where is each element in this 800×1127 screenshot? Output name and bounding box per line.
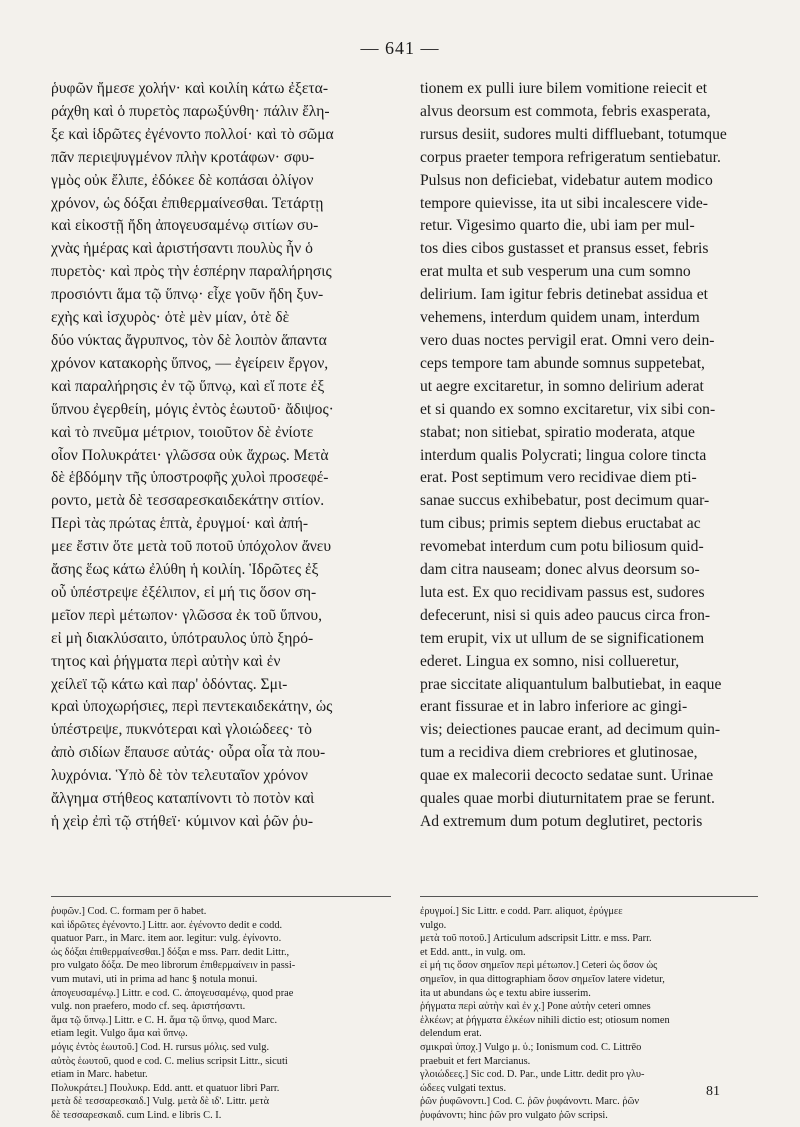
footnote-line: δὲ τεσσαρεσκαιδ. cum Lind. e libris C. I. — [51, 1109, 222, 1121]
footnote-line: ita ut abundans ὡς e textu abire iusserim. — [420, 987, 591, 999]
greek-line: ροντο, μετὰ δὲ τεσσαρεσκαιδεκάτην σιτίον. — [51, 492, 325, 510]
latin-line: retur. Vigesimo quarto die, ubi iam per mul- — [420, 217, 695, 235]
greek-line: χρόνον, ὡς δόξαι ἐπιθερμαίνεσθαι. Τετάρτῃ — [51, 194, 324, 212]
greek-line: ράχθη καὶ ὁ πυρετὸς παρωξύνθη· πάλιν ἔλη- — [51, 102, 330, 120]
greek-line: ἄλγημα στήθεος καταπίνοντι τὸ ποτὸν καὶ — [51, 790, 315, 808]
latin-line: tum cibus; primis septem diebus eructabat ac — [420, 515, 701, 533]
footnote-line: vulgo. — [420, 919, 447, 931]
latin-line: ut aegre excitaretur, in somno delirium aderat — [420, 377, 704, 395]
latin-line: erat multa et sub vesperum una cum somno — [420, 263, 691, 281]
latin-line: vero duas noctes pervigil erat. Omni vero dein- — [420, 331, 715, 349]
page-number: — 641 — — [360, 38, 440, 58]
footnote-line: ἑλκέων; at ῥήγματα ἑλκέων nihili dictio est; otiosum nomen — [420, 1014, 670, 1026]
latin-line: erat. Post septimum vero recidivae diem pti- — [420, 469, 697, 487]
footnote-line: vulg. non praefero, modo cf. seq. ἀριστήσαντι. — [51, 1001, 246, 1013]
greek-line: χνὰς ἡμέρας καὶ ἀριστήσαντι πουλὺς ἦν ὁ — [51, 240, 313, 258]
latin-line: vis; deiectiones paucae erant, ad decimum quin- — [420, 721, 721, 739]
footnote-line: vum mutavi, uti in prima ad hanc § notula monui. — [51, 973, 258, 985]
footnote-line: et Edd. antt., in vulg. om. — [420, 946, 526, 958]
greek-line: ἡ χεὶρ ἐπὶ τῷ στήθεϊ· κύμινον καὶ ῥῶν ῥυ- — [51, 813, 314, 830]
signature-mark: 81 — [706, 1084, 720, 1099]
footnote-line: σημεῖον, in qua dittographiam ὅσον σημεῖον latere videtur, — [420, 973, 665, 985]
greek-line: Περὶ τὰς πρώτας ἑπτὰ, ἐρυγμοί· καὶ ἀπή- — [51, 515, 309, 533]
footnote-line: μετὰ τοῦ ποτοῦ.] Articulum adscripsit Littr. e mss. Parr. — [420, 933, 652, 945]
greek-line: ἀπὸ σιδίων ἔπαυσε αὐτάς· οὖρα οἷα τὰ που- — [51, 744, 326, 762]
latin-text-column — [420, 78, 758, 834]
greek-line: καὶ εἰκοστῇ ἤδη ἀπογευσαμένῳ σιτίων συ- — [51, 217, 319, 235]
latin-line: ederet. Lingua ex somno, nisi collueretur, — [420, 652, 680, 670]
greek-line: εχὴς καὶ ἰσχυρὸς· ὁτὲ μὲν μίαν, ὁτὲ δὲ — [51, 309, 290, 327]
latin-line: Pulsus non deficiebat, videbatur autem modico — [420, 171, 713, 189]
footnote-line: pro vulgato δόξα. De meo librorum ἐπιθερμαίνειν in passi- — [51, 960, 296, 972]
latin-line: delirium. Iam igitur febris detinebat assidua et — [420, 286, 708, 304]
latin-line: tempore quievisse, ita ut sibi incalescere vide- — [420, 194, 708, 212]
latin-line: alvus deorsum est commota, febris exasperata, — [420, 102, 711, 120]
latin-line: quae ex malecorii decocto sedatae sunt. Urinae — [420, 767, 714, 785]
greek-line: δὲ ἑβδόμην τῆς ὑποστροφῆς χυλοὶ προσεφέ- — [51, 469, 329, 487]
latin-line: corpus praeter tempora refrigeratum sentiebatur. — [420, 148, 721, 166]
footnote-line: μετὰ δὲ τεσσαρεσκαιδ.] Vulg. μετὰ δὲ ιδ'. Littr. μετὰ — [51, 1096, 270, 1108]
footnote-line: εἰ μή τις ὅσον σημεῖον περὶ μέτωπον.] Ceteri ὡς ὅσον ὡς — [420, 960, 658, 972]
latin-line: prae siccitate aliquantulum balbutiebat, in eaque — [420, 675, 722, 693]
latin-line: ceps tempore tam abunde somnus suppetebat, — [420, 354, 705, 372]
greek-line: ῥυφῶν ἤμεσε χολήν· καὶ κοιλίη κάτω ἐξετα- — [51, 80, 329, 97]
greek-line: πυρετὸς· καὶ πρὸς τὴν ἑσπέρην παραλήρησις — [51, 263, 332, 281]
latin-line: stabat; non sitiebat, spiratio moderata, atque — [420, 423, 695, 441]
greek-line: οὗ ὑπέστρεψε ἐξέλιπον, εἰ μή τις ὅσον ση- — [51, 583, 317, 601]
latin-line: revomebat interdum cum potu biliosum quid- — [420, 538, 704, 556]
latin-line: et si quando ex somno excitaretur, vix sibi con- — [420, 400, 716, 418]
greek-line: ἄσης ἕως κάτω ἐλύθη ἡ κοιλίη. Ἱδρῶτες ἐξ — [51, 561, 319, 579]
latin-line: tum a recidiva diem crebriores et glutinosae, — [420, 744, 698, 762]
greek-line: γμὸς οὐκ ἔλιπε, ἐδόκεε δὲ κοπάσαι ὀλίγον — [51, 171, 314, 189]
latin-line: interdum qualis Polycrati; lingua colore tincta — [420, 446, 707, 464]
footnote-line: quatuor Parr., in Marc. item aor. legitur: vulg. ἐγίνοντο. — [51, 933, 282, 945]
footnote-line: γλοιώδεες.] Sic cod. D. Par., unde Littr. dedit pro γλυ- — [420, 1069, 645, 1081]
footnote-line: αὐτὸς ἑωυτοῦ, quod e cod. C. melius scripsit Littr., sicuti — [51, 1055, 288, 1067]
greek-line: ὑπέστρεψε, πυκνότεραι καὶ γλοιώδεες· τὸ — [51, 721, 312, 739]
greek-line: ξε καὶ ἱδρῶτες ἐγένοντο πολλοί· καὶ τὸ σῶμα — [51, 125, 334, 143]
footnote-line: μόγις ἐντὸς ἑωυτοῦ.] Cod. H. rursus μόλις. sed vulg. — [51, 1041, 270, 1053]
greek-text-column — [51, 78, 391, 834]
latin-line: defecerunt, nisi si quis adeo paucus circa fron- — [420, 606, 711, 624]
footnote-line: ώδεες vulgati textus. — [420, 1082, 507, 1094]
greek-line: προσιόντι ἅμα τῷ ὕπνῳ· εἶχε γοῦν ἤδη ξυν- — [51, 286, 324, 304]
latin-line: vehemens, interdum quidem unam, interdum — [420, 309, 700, 327]
latin-line: quales quae morbi diuturnitatem prae se ferunt. — [420, 790, 715, 808]
greek-line: μεε ἔστιν ὅτε μετὰ τοῦ ποτοῦ ὑπόχολον ἄνευ — [51, 538, 332, 556]
footnote-line: praebuit et fert Marcianus. — [420, 1055, 531, 1067]
greek-line: λυχρόνια. Ὑπὸ δὲ τὸν τελευταῖον χρόνον — [51, 767, 308, 785]
greek-line: καὶ τὸ πνεῦμα μέτριον, τοιοῦτον δὲ ἐνίοτε — [51, 423, 314, 441]
greek-line: ὕπνου ἐγερθείη, μόγις ἐντὸς ἑωυτοῦ· ἄδιψος· — [51, 400, 334, 418]
greek-line: πᾶν περιεψυγμένον πλὴν κροτάφων· σφυ- — [51, 148, 315, 166]
greek-line: χείλεϊ τῷ κάτω καὶ παρ' ὀδόντας. Σμι- — [51, 675, 288, 693]
latin-line: tem erupit, vix ut ullum de se significationem — [420, 629, 705, 647]
latin-line: sanae succus exhibebatur, post decimum quar- — [420, 492, 710, 510]
latin-line: tos dies cibos gustasset et pransus esset, febris — [420, 240, 709, 258]
greek-line: μεῖον περὶ μέτωπον· γλῶσσα ἐκ τοῦ ὕπνου, — [51, 606, 323, 624]
greek-line: οἷον Πολυκράτει· γλῶσσα οὐκ ἄχρως. Μετὰ — [51, 446, 329, 464]
footnote-line: ῥυφῶν.] Cod. C. formam per ō habet. — [51, 906, 207, 917]
footnote-line: καὶ ἱδρῶτες ἐγένοντο.] Littr. aor. ἐγένοντο dedit e codd. — [51, 919, 283, 931]
footnote-line: Πολυκράτει.] Πουλυκρ. Edd. antt. et quatuor libri Parr. — [51, 1082, 280, 1094]
greek-line: εἰ μὴ διακλύσαιτο, ὑπότραυλος ὑπὸ ξηρό- — [51, 629, 314, 647]
latin-line: dam citra nauseam; donec alvus deorsum so- — [420, 561, 700, 579]
footnote-line: ἐρυγμοί.] Sic Littr. e codd. Parr. aliquot, ἐρύγμεε — [420, 906, 623, 917]
latin-line: Ad extremum dum potum deglutiret, pectoris — [420, 813, 703, 830]
latin-line: luta est. Ex quo recidivam passus est, sudores — [420, 583, 705, 601]
footnote-line: ἅμα τῷ ὕπνῳ.] Littr. e C. H. ἅμα τῷ ὕπνῳ, quod Marc. — [51, 1014, 278, 1026]
footnote-line: ἀπογευσαμένῳ.] Littr. e cod. C. ἀπογευσαμένῳ, quod prae — [51, 987, 294, 999]
greek-line: τητος καὶ ῥήγματα περὶ αὐτὴν καὶ ἐν — [51, 652, 281, 670]
footnote-rule-left — [51, 896, 391, 897]
greek-line: δύο νύκτας ἄγρυπνος, τὸν δὲ λοιπὸν ἅπαντα — [51, 331, 327, 349]
footnote-line: ῥῶν ῥυφῶνοντι.] Cod. C. ῥῶν ῥυφάνοντι. Marc. ῥῶν — [420, 1096, 640, 1108]
footnote-rule-right — [420, 896, 758, 897]
footnote-line: ὡς δόξαι ἐπιθερμαίνεσθαι.] δόξαι e mss. Parr. dedit Littr., — [51, 946, 290, 958]
latin-line: erant fissurae et in labro inferiore ac gingi- — [420, 698, 688, 716]
latin-line: tionem ex pulli iure bilem vomitione reiecit et — [420, 80, 708, 97]
footnote-line: delendum erat. — [420, 1028, 482, 1040]
footnote-line: etiam in Marc. habetur. — [51, 1069, 148, 1081]
footnote-line: σμικραὶ ὑποχ.] Vulgo μ. ὑ.; Ionismum cod. C. Littrēo — [420, 1041, 642, 1053]
footnotes-left — [51, 905, 391, 1123]
greek-line: κραὶ ὑποχωρήσιες, περὶ πεντεκαιδεκάτην, ὡς — [51, 698, 333, 716]
footnote-line: ῥυφάνοντι; hinc ῥῶν pro vulgato ῥῶν scripsi. — [420, 1109, 608, 1121]
latin-line: rursus desiit, sudores multi diffluebant, totumque — [420, 125, 727, 143]
greek-line: καὶ παραλήρησις ἐν τῷ ὕπνῳ, καὶ εἴ ποτε ἐξ — [51, 377, 325, 395]
footnote-line: etiam legit. Vulgo ἅμα καὶ ὕπνῳ. — [51, 1028, 188, 1040]
greek-line: χρόνον κατακορὴς ὕπνος, — ἐγείρειν ἔργον, — [51, 354, 329, 372]
footnote-line: ῥήγματα περὶ αὐτὴν καὶ ἐν χ.] Pone αὐτὴν ceteri omnes — [420, 1001, 651, 1013]
